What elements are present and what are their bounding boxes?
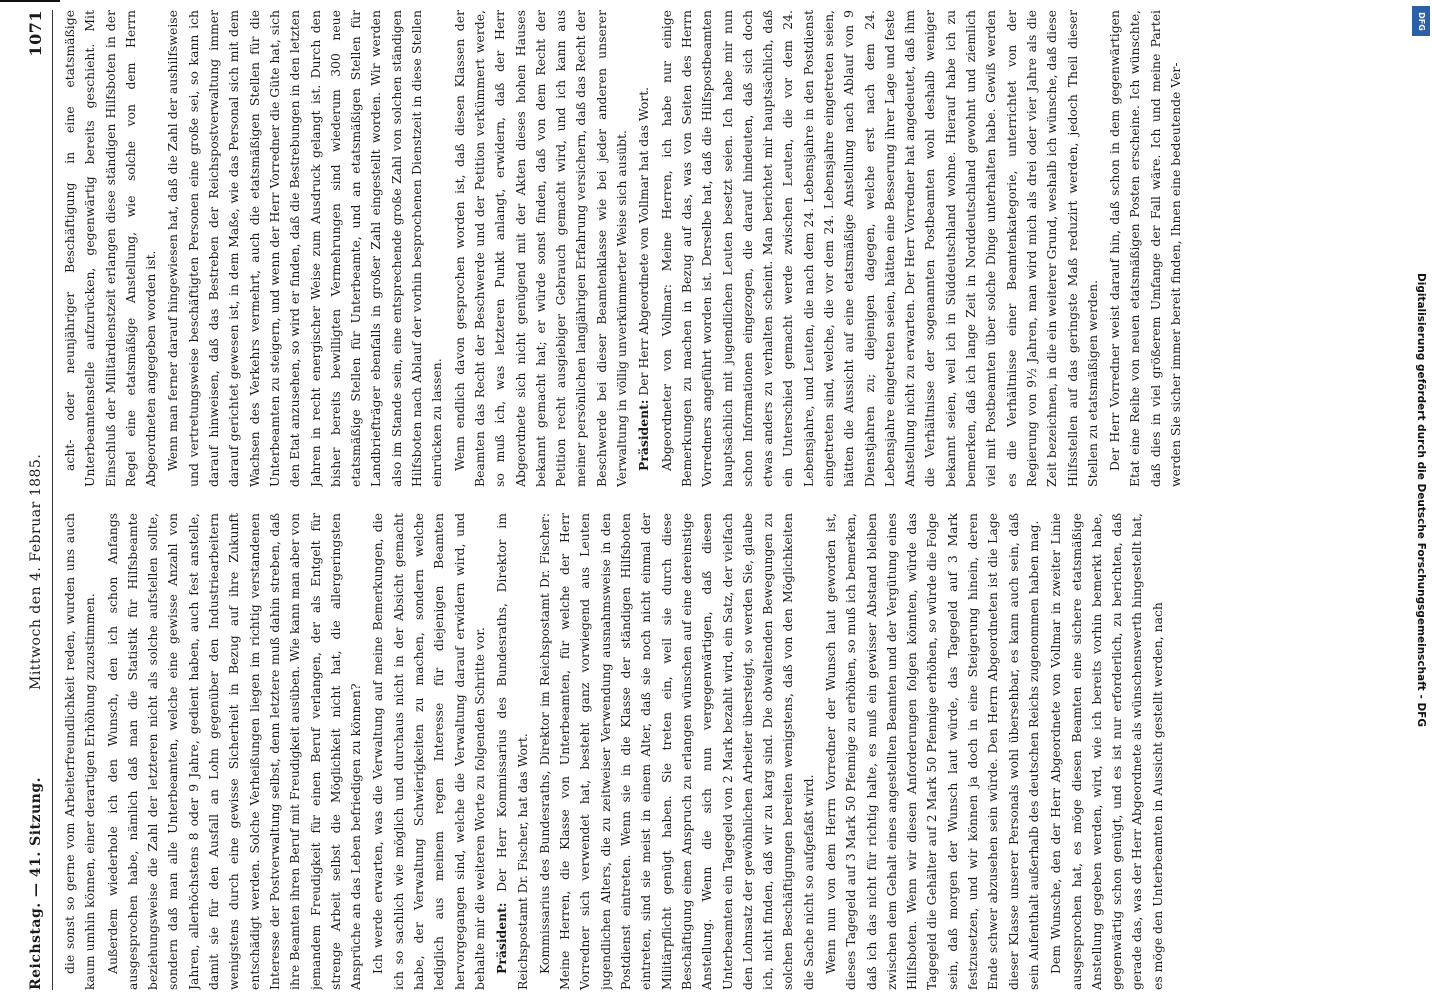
paragraph <box>657 10 1104 487</box>
paragraph-text: Der Herr Kommissarius des Bundesraths, Direktor im Reichspostamt Dr. Fischer, hat das Wort. <box>494 513 530 990</box>
paragraph-text: acht- oder neunjähriger Beschäftigung in eine etatsmäßige Unterbeamtenstelle aufzurücken, gegenwärtig bereits geschieht. Mit Einschluß der Militärdienstzeit erlangen diese ständigen Hilfsboten in der Regel eine etatsmäßige Anstellung, wie solche von dem Herrn Abgeordneten angegeben worden ist. <box>62 10 159 487</box>
speaker-paragraph <box>634 10 654 487</box>
paragraph-text: Kommissarius des Bundesraths, Direktor im Reichspostamt Dr. Fischer: Meine Herren, die Klasse von Unterbeamten, für welche der Herr Vorredner sich verwendet hat, besteht ganz vorwiegend aus Leuten jugendlichen Alters, die zu zeitweiser Verwendung ausnahmsweise in den Postdienst eintreten. Wenn sie in die Klasse der ständigen Hilfsboten eintreten, sind sie meist in einem Alter, daß sie noch nicht einmal der Militärpflicht genügt haben. Sie treten ein, weil sie durch diese Beschäftigung einen Anspruch zu erlangen wünschen auf eine dereinstige Anstellung. Wenn die sich nun vergegenwärtigen, daß diesen Unterbeamten ein Tagegeld von 2 Mark bezahlt wird, ein Satz, der vielfach den Lohnsatz der gewöhnlichen Arbeiter übersteigt, so werden Sie, glaube ich, nicht finden, daß wir zu karg sind. Die obwaltenden Bewegungen zu solchen Beschäftigungen bereiten wenigstens, daß von den Möglichkeiten die Sache nicht so aufgefaßt wird. <box>536 513 816 990</box>
paragraph-text: Abgeordneter von Vollmar: Meine Herren, ich habe nur einige Bemerkungen zu machen in Bezug auf das, was von Seiten des Herrn Vorredners angeführt worden ist. Derselbe hat, daß die Hilfspostbeamten hauptsächlich mit jugendlichen Leuten besetzt seien. Ich habe mir nun schon Informationen eingezogen, die darauf hindeuten, daß sich doch etwas anders zu verhalten scheint. Man berichtet mir hauptsächlich, daß ein Unterschied gemacht werde zwischen Leuten, die vor dem 24. Lebensjahre, und Leuten, die nach dem 24. Lebensjahre in den Postdienst eingetreten sind, welche, die vor dem 24. Lebensjahre eingetreten seien, hätten die Aussicht auf eine etatsmäßige Anstellung nach Ablauf von 9 Dienstjahren zu; diejenigen dagegen, welche erst nach dem 24. Lebensjahre eingetreten seien, hätten eine Besserung ihrer Lage und feste Anstellung nicht zu erwarten. Der Herr Vorredner hat angedeutet, daß ihm die Verhältnisse der sogenannten Postbeamten wohl deshalb weniger bekannt seien, weil ich in Süddeutschland wohne. Hierauf habe ich zu bemerken, daß ich lange Zeit in Norddeutschland gewohnt und ziemlich viel mit Postbeamten über solche Dinge unterhalten habe. Gewiß werden es die Verhältnisse einer Beamtenkategorie, unterrichtet von der Regierung von 9½ Jahren, man wird mich als drei oder vier Jahre als die Zeit bezeichnen, in die ein weiterer Grund, weshalb ich wünsche, daß diese Hilfsstellen auf das geringste Maß reduzirt werden, jedoch Theil dieser Stellen zu etatsmäßigen werden. <box>658 10 1100 487</box>
column-left <box>60 513 1396 990</box>
text-columns <box>60 10 1396 990</box>
paragraph <box>60 513 101 990</box>
paragraph-text: Wenn man ferner darauf hingewiesen hat, daß die Zahl der aushilfsweise und vertretungsweise beschäftigten Personen eine große sei, so kann ich darauf hinweisen, daß das Bestreben der Reichspostverwaltung immer darauf gerichtet gewesen ist, in dem Maße, wie das Personal sich mit dem Wachsen des Verkehrs vermehrt, auch die etatsmäßigen Stellen für die Unterbeamten zu steigern, und wenn der Herr Vorredner die Güte hat, sich den Etat anzusehen, so wird er finden, daß die Bestrebungen in den letzten Jahren in recht energischer Weise zum Ausdruck gelangt ist. Durch den bisher bereits bewilligten Vermehrungen sind wiederum 300 neue etatsmäßige Stellen für Unterbeamte, und an etatsmäßigen Stellen für Landbriefträger ebenfalls in großer Zahl eingestellt worden. Wir werden also im Stande sein, eine entsprechende große Zahl von solchen ständigen Hilfsboten nach Ablauf der vorhin besprochenen Dienstzeit in diese Stellen einrücken zu lassen. <box>165 10 445 487</box>
paragraph <box>60 10 161 487</box>
speaker-paragraph <box>492 513 533 990</box>
paragraph <box>1046 513 1168 990</box>
page-number: 1071 <box>26 10 45 57</box>
paragraph <box>163 10 447 487</box>
paragraph <box>103 513 367 990</box>
paragraph <box>368 513 490 990</box>
column-right <box>60 10 1396 487</box>
header-date: Mittwoch den 4. Februar 1885. <box>28 453 44 690</box>
paragraph-text: Wenn endlich davon gesprochen worden ist, daß diesen Klassen der Beamten das Recht der Beschwerde und der Petition verkümmert werde, so muß ich, was letzteren Punkt anlangt, erwidern, daß der Herr Abgeordnete sich nicht genügend mit der Akten dieses hohen Hauses bekannt gemacht hat; er würde sonst finden, daß von dem Recht der Petition recht ausgiebiger Gebrauch gemacht wird, und ich kann aus meiner persönlichen langjährigen Erfahrung versichern, daß das Recht der Beschwerde bei dieser Beamtenklasse wie bei jeder anderen unserer Verwaltung in völlig unverkümmerter Weise sich ausübt. <box>451 10 630 487</box>
paragraph-text: Wenn nun von dem Herrn Vorredner der Wunsch laut geworden ist, dieses Tagegeld auf 3 Mark 50 Pfennige zu erhöhen, so muß ich bemerken, daß ich das nicht für richtig halte, es muß ein gewisser Abstand bleiben zwischen dem Gehalt eines angestellten Beamten und der Vergütung eines Hilfsboten. Wenn wir diesen Anforderungen folgen könnten, würde das Tagegeld die Gehälter auf 2 Mark 50 Pfennige erhöhen, so würde die Folge sein, daß morgen der Wunsch laut würde, das Tagegeld auf 3 Mark festzusetzen, und wir können ja doch in eine Steigerung hinein, deren Ende schwer abzusehen sein würde. Den Herrn Abgeordneten ist die Lage dieser Klasse unserer Personals wohl übersehbar, es kann auch sein, daß sein Aufenthalt außerhalb des deutschen Reichs zugenommen haben mag. <box>822 513 1041 990</box>
paragraph <box>821 513 1044 990</box>
paragraph <box>535 513 819 990</box>
speaker-label: Präsident: <box>636 399 652 471</box>
header-left: Reichstag. — 41. Sitzung. <box>28 777 44 990</box>
paragraph-text: Der Herr Vorredner weist darauf hin, daß schon in dem gegenwärtigen Etat eine Reihe von neuen etatsmäßigen Posten erscheine. Ich wünschte, daß dies in viel größerem Umfange der Fall wäre. Ich und meine Partei werden Sie sicher immer bereit finden, Ihnen eine bedeutende Ver- <box>1107 10 1184 487</box>
paragraph-text: die sonst so gerne vom Arbeiterfreundlichkeit reden, wurden uns auch kaum umhin können, einer derartigen Erhöhung zuzustimmen. <box>62 513 98 990</box>
paragraph <box>1105 10 1186 487</box>
rotated-page-content <box>26 0 1406 1000</box>
speaker-label: Präsident: <box>494 902 510 974</box>
dfg-logo-text: DFG <box>1416 11 1426 31</box>
dfg-side-note <box>1410 0 1432 1000</box>
running-header <box>26 10 50 990</box>
dfg-note-text: Digitalisierung gefördert durch die Deutsche Forschungsgemeinschaft - DFG <box>1415 273 1428 727</box>
header-rule <box>52 10 53 990</box>
paragraph-text: Dem Wunsche, den der Herr Abgeordnete von Vollmar in zweiter Linie ausgesprochen hat, es möge diesen Beamten eine sichere etatsmäßige Anstellung gegeben werden, wird, wie ich bereits vorhin bemerkt habe, gegenwärtig schon genügt, und es ist nur erforderlich, zu berichten, daß gerade das, was der Herr Abgeordnete als wünschenswerth hingestellt hat, es möge den Unterbeamten in Aussicht gestellt werden, nach <box>1048 513 1165 990</box>
paragraph-text: Der Herr Abgeordnete von Vollmar hat das Wort. <box>636 86 652 396</box>
paragraph-text: Ich werde erwarten, was die Verwaltung auf meine Bemerkungen, die ich so sachlich wie möglich und durchaus nicht in der Absicht gemacht habe, der Verwaltung Schwierigkeiten zu machen, sondern welche lediglich aus meinem regen Interesse für diejenigen Beamten hervorgegangen sind, welche die Verwaltung darauf erwidern wird, und behalte mir die weiteren Worte zu folgenden Schritte vor. <box>370 513 487 990</box>
paragraph <box>450 10 633 487</box>
dfg-logo <box>1412 6 1430 36</box>
paragraph-text: Außerdem wiederhole ich den Wunsch, den ich schon Anfangs ausgesprochen habe, nämlich daß man die Statistik für Hilfsbeamte beziehungsweise die Zahl der letzteren nicht als solche aufstellen sollte, sondern daß man alle Unterbeamten, welche eine gewisse Anzahl von Jahren, allerhöchstens 8 oder 9 Jahre, gedient haben, auch fest anstelle, damit sie für den Ausfall an Lohn gegenüber den Industriearbeitern wenigstens durch eine gewisse Sicherheit in Bezug auf ihre Zukunft entschädigt werden. Solche Verheißungen liegen im richtig verstandenen Interesse der Postverwaltung selbst, denn letztere muß dahin streben, daß ihre Beamten ihren Beruf mit Freudigkeit ausüben. Wie kann man aber von jemandem Freudigkeit für einen Beruf verlangen, der als Entgelt für strenge Arbeit selbst die Möglichkeit nicht hat, die allergeringsten Ansprüche an das Leben befriedigen zu können? <box>104 513 364 990</box>
